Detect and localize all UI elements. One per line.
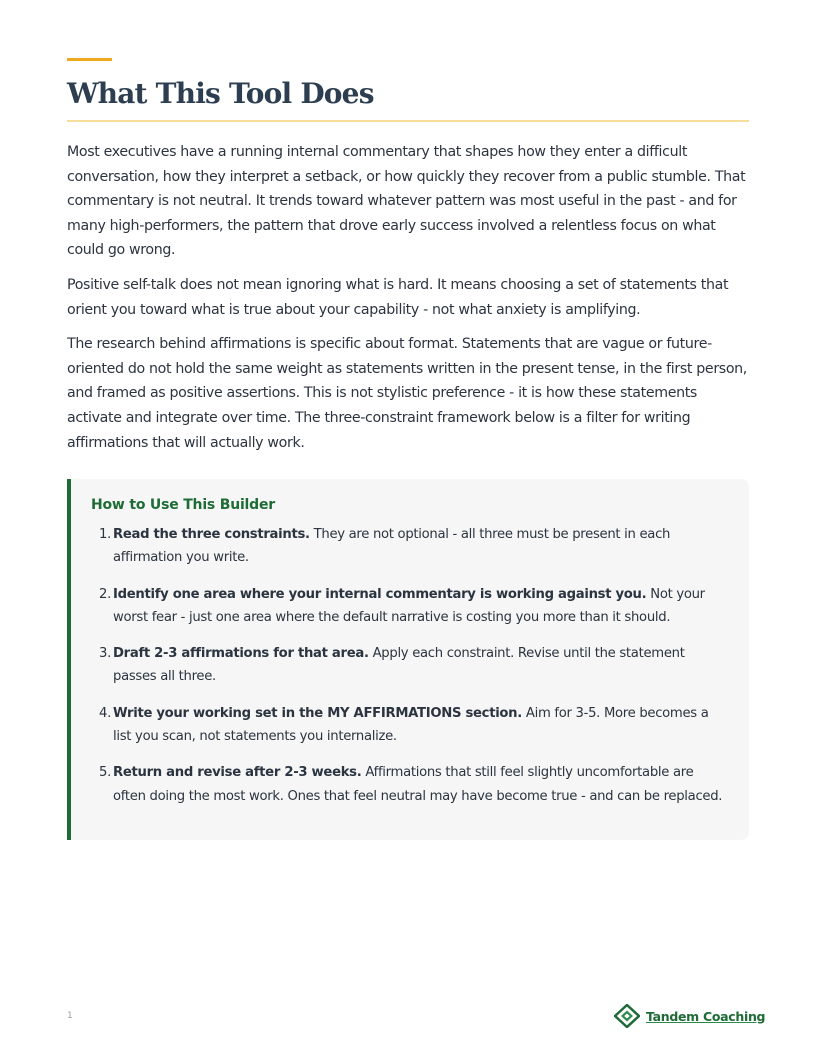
brand-logo (614, 1004, 765, 1028)
intro-paragraph-1: Most executives have a running internal commentary that shapes how they enter a difficult conversation, how they interpret a setback, or how quickly they recover from a public stumble. That commentary is not neutral. It trends toward whatever pattern was most useful in the past - and for many high-performers, the pattern that drove early success involved a relentless focus on what could go wrong. (67, 144, 746, 259)
intro-paragraph-3: The research behind affirmations is specific about format. Statements that are vague or future-oriented do not hold the same weight as statements written in the present tense, in the first person, and framed as positive assertions. This is not stylistic preference - it is how these statements activate and integrate over time. The three-constraint framework below is a filter for writing affirmations that will actually work. (67, 336, 747, 451)
step-number: 1. (99, 527, 111, 542)
page-title: What This Tool Does (67, 77, 374, 110)
step-title: Read the three constraints. (113, 527, 310, 542)
callout-heading: How to Use This Builder (91, 497, 275, 513)
step-text: Apply each constraint. Revise until the statement passes all three. (113, 646, 685, 685)
step-text: Affirmations that still feel slightly uncomfortable are often doing the most work. Ones that feel neutral may have become true - and can be replaced. (113, 765, 723, 804)
step-title: Return and revise after 2-3 weeks. (113, 765, 362, 781)
intro-section (67, 140, 749, 465)
step-number: 3. (99, 646, 111, 662)
intro-paragraph-2: Positive self-talk does not mean ignoring what is hard. It means choosing a set of statements that orient you toward what is true about your capability - not what anxiety is amplifying. (67, 276, 729, 318)
step-item (91, 523, 729, 570)
step-item (91, 702, 729, 749)
title-accent-bar (67, 58, 112, 61)
page-number: 1 (67, 1011, 73, 1021)
step-number: 2. (99, 586, 111, 602)
step-item (91, 761, 729, 808)
step-title: Draft 2-3 affirmations for that area. (113, 646, 369, 662)
step-item (91, 583, 729, 630)
step-title: Write your working set in the MY AFFIRMATIONS section. (113, 705, 522, 721)
step-number: 5. (99, 765, 111, 781)
brand-name: Tandem Coaching (646, 1008, 766, 1024)
step-item (91, 642, 729, 689)
step-text: They are not optional - all three must be present in each affirmation you write. (113, 527, 671, 566)
steps-list (91, 523, 729, 808)
step-text: Not your worst fear - just one area where the default narrative is costing you more than it should. (113, 586, 705, 625)
step-number: 4. (99, 705, 111, 721)
title-divider (67, 120, 749, 122)
how-to-use-callout (67, 479, 749, 840)
step-text: Aim for 3-5. More becomes a list you scan, not statements you internalize. (113, 705, 709, 745)
diamond-logo-icon (614, 1004, 640, 1028)
step-title: Identify one area where your internal commentary is working against you. (113, 586, 647, 602)
